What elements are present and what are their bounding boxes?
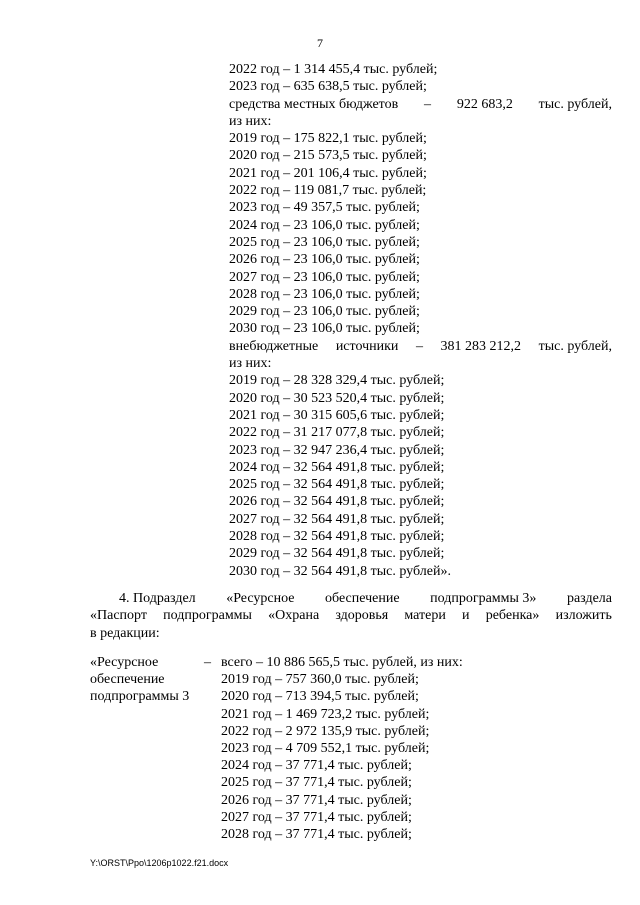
word: «Охрана: [268, 608, 320, 624]
word: «Паспорт: [90, 608, 147, 624]
year-line: 2027 год – 23 106,0 тыс. рублей;: [229, 269, 420, 285]
label-line: обеспечение: [90, 672, 165, 688]
local-budget-years: [229, 130, 612, 338]
word: изложить: [555, 608, 612, 624]
year-line: 2030 год – 23 106,0 тыс. рублей;: [229, 321, 420, 337]
year-line: 2028 год – 23 106,0 тыс. рублей;: [229, 286, 420, 302]
of-which: из них:: [229, 113, 272, 129]
passport-row-dash: –: [204, 655, 211, 670]
extrabudgetary-label-2: источники: [335, 338, 399, 354]
label-line: подпрограммы 3: [90, 689, 190, 705]
year-line: 2022 год – 119 081,7 тыс. рублей;: [229, 183, 427, 199]
value-line: 2021 год – 1 469 723,2 тыс. рублей;: [221, 706, 430, 722]
word: обеспечение: [325, 591, 400, 606]
label-line: «Ресурсное: [90, 655, 159, 670]
local-budget-label: средства местных бюджетов: [229, 96, 399, 112]
word: 4. Подраздел: [119, 591, 196, 606]
funding-continuation: [229, 61, 612, 580]
year-line: 2021 год – 201 106,4 тыс. рублей;: [229, 165, 427, 181]
year-line: 2020 год – 30 523 520,4 тыс. рублей;: [229, 390, 445, 406]
year-line: 2019 год – 28 328 329,4 тыс. рублей;: [229, 373, 445, 389]
value-line: 2023 год – 4 709 552,1 тыс. рублей;: [221, 740, 430, 756]
extrabudgetary-label: внебюджетные: [229, 338, 319, 354]
year-line: 2020 год – 215 573,5 тыс. рублей;: [229, 148, 427, 164]
local-budget-unit: тыс. рублей,: [538, 96, 612, 112]
year-line: 2021 год – 30 315 605,6 тыс. рублей;: [229, 407, 445, 423]
extrabudgetary-unit: тыс. рублей,: [538, 338, 612, 354]
year-line: 2023 год – 635 638,5 тыс. рублей;: [229, 79, 427, 95]
value-line: 2022 год – 2 972 135,9 тыс. рублей;: [221, 723, 430, 739]
year-line: 2028 год – 32 564 491,8 тыс. рублей;: [229, 529, 445, 545]
year-line: 2025 год – 32 564 491,8 тыс. рублей;: [229, 477, 445, 493]
year-line: 2022 год – 31 217 077,8 тыс. рублей;: [229, 425, 445, 441]
word: подпрограммы 3»: [430, 591, 537, 606]
year-line: 2023 год – 32 947 236,4 тыс. рублей;: [229, 442, 445, 458]
word: и: [462, 608, 470, 624]
extrabudgetary-years: [229, 372, 612, 580]
paragraph-4-line-3: в редакции:: [90, 625, 160, 641]
paragraph-4-line-1: [90, 590, 612, 607]
year-line: 2023 год – 49 357,5 тыс. рублей;: [229, 200, 420, 216]
dash: –: [415, 338, 423, 354]
year-line: 2019 год – 175 822,1 тыс. рублей;: [229, 131, 427, 147]
year-line: 2029 год – 32 564 491,8 тыс. рублей;: [229, 546, 445, 562]
year-line: 2024 год – 32 564 491,8 тыс. рублей;: [229, 459, 445, 475]
value-line: 2019 год – 757 360,0 тыс. рублей;: [221, 672, 419, 688]
word: матери: [404, 608, 446, 624]
value-line: 2024 год – 37 771,4 тыс. рублей;: [221, 758, 412, 774]
year-line: 2022 год – 1 314 455,4 тыс. рублей;: [229, 62, 438, 77]
year-line: 2025 год – 23 106,0 тыс. рублей;: [229, 234, 420, 250]
page-number: 7: [317, 36, 323, 50]
word: подпрограммы: [163, 608, 252, 624]
year-line: 2024 год – 23 106,0 тыс. рублей;: [229, 217, 420, 233]
year-line: 2029 год – 23 106,0 тыс. рублей;: [229, 304, 420, 320]
value-line: 2027 год – 37 771,4 тыс. рублей;: [221, 809, 412, 825]
dash: –: [424, 96, 432, 112]
passport-row-values: [221, 654, 611, 843]
value-line: 2026 год – 37 771,4 тыс. рублей;: [221, 792, 412, 808]
local-budget-amount: 922 683,2: [456, 96, 513, 112]
year-line: 2027 год – 32 564 491,8 тыс. рублей;: [229, 511, 445, 527]
word: ребенка»: [485, 608, 540, 624]
local-budget-heading: [229, 96, 612, 113]
extrabudgetary-amount: 381 283 212,2: [440, 338, 522, 354]
of-which: из них:: [229, 356, 272, 372]
paragraph-4-line-2: [90, 607, 612, 624]
year-line: 2026 год – 23 106,0 тыс. рублей;: [229, 252, 420, 268]
file-path-footer: Y:\ORST\Ppo\1206p1022.f21.docx: [90, 858, 229, 868]
passport-row-label: [90, 654, 210, 706]
word: раздела: [566, 591, 612, 606]
word: «Ресурсное: [226, 591, 295, 606]
value-line: 2028 год – 37 771,4 тыс. рублей;: [221, 826, 412, 842]
value-line: 2020 год – 713 394,5 тыс. рублей;: [221, 689, 419, 705]
value-line: 2025 год – 37 771,4 тыс. рублей;: [221, 775, 412, 791]
year-line: 2030 год – 32 564 491,8 тыс. рублей».: [229, 563, 451, 579]
value-line: всего – 10 886 565,5 тыс. рублей, из них:: [221, 655, 463, 670]
word: здоровья: [335, 608, 389, 624]
extrabudgetary-heading: [229, 338, 612, 355]
year-line: 2026 год – 32 564 491,8 тыс. рублей;: [229, 494, 445, 510]
paragraph-4: [90, 590, 612, 642]
